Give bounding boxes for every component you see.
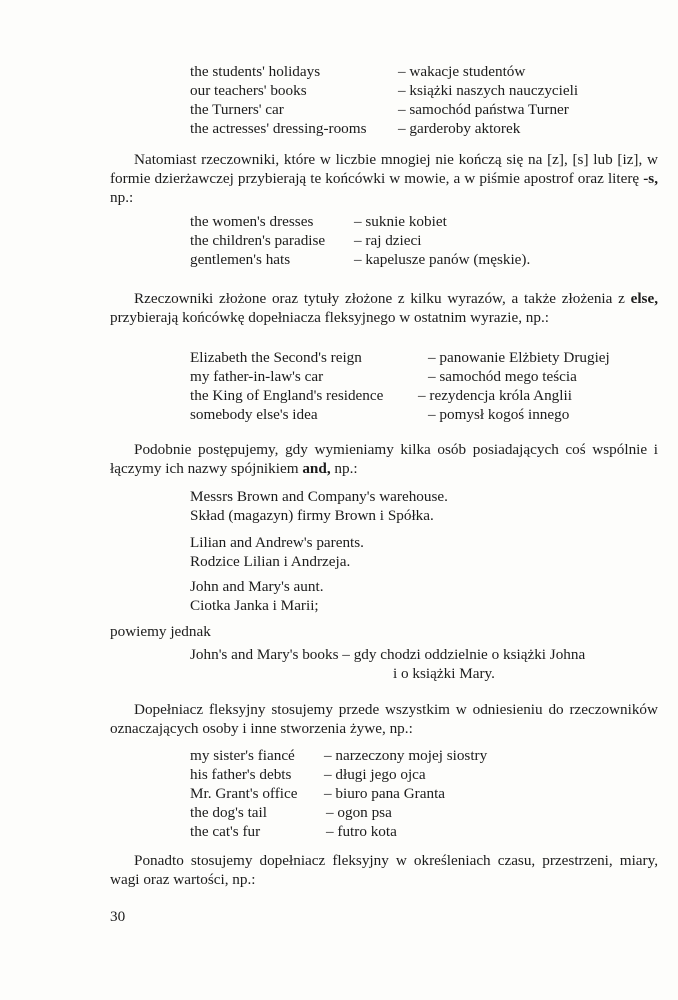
example-en: his father's debts <box>190 766 292 783</box>
paragraph-4 <box>110 700 658 738</box>
example-en: the dog's tail <box>190 804 267 821</box>
example-row <box>190 822 487 841</box>
example-pl: Skład (magazyn) firmy Brown i Spółka. <box>190 507 434 524</box>
paragraph-text: przybierają końcówkę dopełniacza fleksyjnego w ostatnim wyrazie, np.: <box>110 309 550 326</box>
example-pl: – rezydencja króla Anglii <box>418 387 572 404</box>
paragraph-text: np.: <box>110 189 134 206</box>
example-list-3 <box>190 348 610 424</box>
example-en: the children's paradise <box>190 232 326 249</box>
example-en: the cat's fur <box>190 823 261 840</box>
example-pl: Rodzice Lilian i Andrzeja. <box>190 553 351 570</box>
example-pl-continuation: i o książki Mary. <box>393 665 495 682</box>
paragraph-5 <box>110 851 658 889</box>
example-en: the actresses' dressing-rooms <box>190 120 367 137</box>
example-en: the students' holidays <box>190 63 321 80</box>
example-row <box>190 645 585 664</box>
example-pair <box>190 577 324 615</box>
example-row <box>190 231 530 250</box>
example-pl: – kapelusze panów (męskie). <box>354 251 531 268</box>
example-pair <box>190 487 448 525</box>
example-pl: – samochód państwa Turner <box>398 101 569 118</box>
paragraph-text: Ponadto stosujemy dopełniacz fleksyjny w określeniach czasu, przestrzeni, miary, wagi oraz wartości, np.: <box>110 852 658 888</box>
example-en: the Turners' car <box>190 101 284 118</box>
example-row <box>190 405 610 424</box>
paragraph-bold: -s, <box>643 170 658 187</box>
example-row <box>190 348 610 367</box>
example-en: Lilian and Andrew's parents. <box>190 534 364 551</box>
example-pl: – książki naszych nauczycieli <box>398 82 579 99</box>
example-pl: – pomysł kogoś innego <box>428 406 570 423</box>
paragraph-1 <box>110 150 658 207</box>
example-list-2 <box>190 212 530 269</box>
example-row <box>190 119 578 138</box>
example-row <box>190 386 610 405</box>
example-en: John and Mary's aunt. <box>190 578 324 595</box>
example-row <box>190 62 578 81</box>
example-row <box>190 765 487 784</box>
paragraph-text: Podobnie postępujemy, gdy wymieniamy kilka osób posiadających coś wspólnie i łączymy ich nazwy spójnikiem <box>110 441 658 477</box>
paragraph-text: Natomiast rzeczowniki, które w liczbie mnogiej nie kończą się na [z], [s] lub [iz], w formie dzierżawczej przybierają te końcówki w mowie, a w piśmie apostrof oraz literę <box>110 151 658 187</box>
paragraph-bold: and, <box>302 460 331 477</box>
example-en: my sister's fiancé <box>190 747 295 764</box>
example-pl: – wakacje studentów <box>398 63 526 80</box>
example-pair <box>190 533 364 571</box>
paragraph-text: np.: <box>330 460 358 477</box>
example-pl: – panowanie Elżbiety Drugiej <box>428 349 610 366</box>
example-pl: – ogon psa <box>326 804 392 821</box>
example-en: Elizabeth the Second's reign <box>190 349 362 366</box>
example-row <box>190 746 487 765</box>
paragraph-bold: else, <box>630 290 658 307</box>
paragraph-text: Dopełniacz fleksyjny stosujemy przede wszystkim w odniesieniu do rzeczowników oznaczających osoby i inne stworzenia żywe, np.: <box>110 701 658 737</box>
paragraph-2 <box>110 289 658 327</box>
example-en: my father-in-law's car <box>190 368 324 385</box>
example-en: the King of England's residence <box>190 387 384 404</box>
example-pl: – samochód mego teścia <box>428 368 577 385</box>
example-pl: – futro kota <box>326 823 397 840</box>
example-row <box>190 803 487 822</box>
example-pl: – biuro pana Granta <box>324 785 446 802</box>
example-pl: – raj dzieci <box>354 232 422 249</box>
page-number: 30 <box>110 908 126 925</box>
example-pl: – gdy chodzi oddzielnie o książki Johna <box>342 646 586 663</box>
example-pl: – narzeczony mojej siostry <box>324 747 488 764</box>
example-en: Messrs Brown and Company's warehouse. <box>190 488 448 505</box>
example-johns <box>190 645 585 664</box>
example-pl: – garderoby aktorek <box>398 120 521 137</box>
example-pl: – suknie kobiet <box>354 213 447 230</box>
example-row <box>190 784 487 803</box>
example-row <box>190 250 530 269</box>
example-list-4 <box>190 746 487 841</box>
example-row <box>190 81 578 100</box>
example-list-1 <box>190 62 578 138</box>
example-en: somebody else's idea <box>190 406 318 423</box>
example-pl: – długi jego ojca <box>324 766 426 783</box>
example-row <box>190 212 530 231</box>
example-en: gentlemen's hats <box>190 251 291 268</box>
example-row <box>190 367 610 386</box>
paragraph-3 <box>110 440 658 478</box>
example-en: our teachers' books <box>190 82 307 99</box>
example-en: Mr. Grant's office <box>190 785 298 802</box>
example-en: John's and Mary's books <box>190 646 339 663</box>
example-pl: Ciotka Janka i Marii; <box>190 597 319 614</box>
however-text: powiemy jednak <box>110 623 211 640</box>
example-row <box>190 100 578 119</box>
example-en: the women's dresses <box>190 213 314 230</box>
paragraph-text: Rzeczowniki złożone oraz tytuły złożone z kilku wyrazów, a także złożenia z <box>134 290 631 307</box>
